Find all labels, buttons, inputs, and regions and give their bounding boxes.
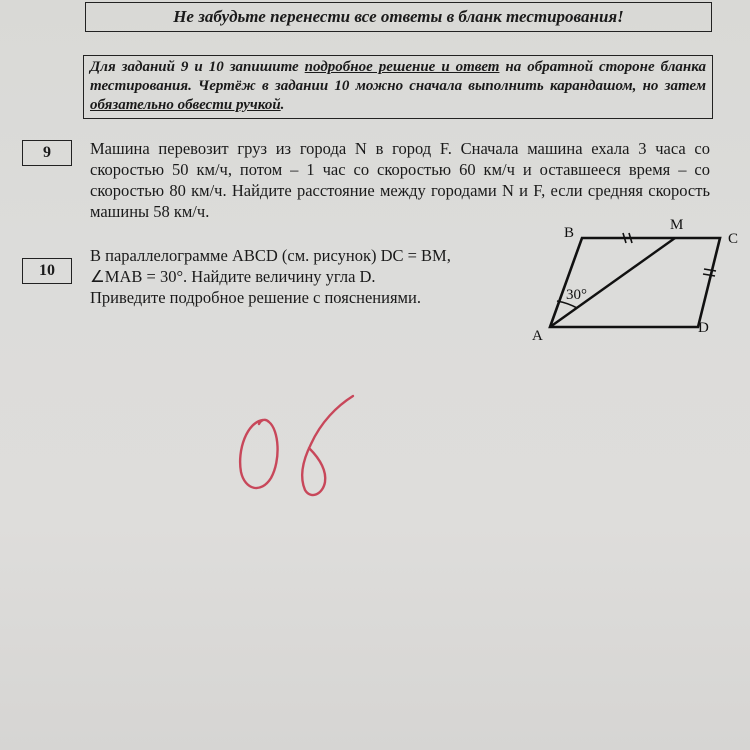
task-10-number: 10 (22, 258, 72, 284)
instructions-part-2: на обратной стороне бланка тестирования. Чертёж в задании 10 можно сначала выполнить карандашом, но затем (90, 59, 706, 94)
task-10-text (90, 245, 530, 308)
reminder-text: Не забудьте перенести все ответы в бланк тестирования! (173, 7, 624, 26)
grade-digit-zero (240, 420, 277, 488)
handwritten-grade (225, 390, 365, 510)
instructions-underline-1: подробное решение и ответ (304, 59, 500, 75)
task-10-line-1: В параллелограмме ABCD (см. рисунок) DC = BM, (90, 246, 451, 265)
parallelogram-figure (520, 215, 745, 350)
angle-label: 30° (566, 287, 587, 303)
instructions-part-3: . (280, 97, 285, 113)
tick-dc-2 (703, 274, 715, 276)
vertex-a-label: A (532, 328, 543, 344)
instructions-part-1: Для заданий 9 и 10 запишите (90, 59, 305, 75)
task-10-line-2: ∠MAB = 30°. Найдите величину угла D. (90, 267, 376, 286)
vertex-b-label: B (564, 225, 575, 241)
task-9-number: 9 (22, 140, 72, 166)
parallelogram-abcd (550, 238, 720, 327)
point-m-label: M (670, 217, 684, 233)
instructions-box (83, 55, 713, 119)
task-9-text: Машина перевозит груз из города N в город F. Сначала машина ехала 3 часа со скоростью 50 км/ч, потом – 1 час со скоростью 60 км/ч и оставшееся время – со скоростью 80 км/ч. Найдите расстояние между городами N и F, если средняя скорость машины 58 км/ч. (90, 139, 710, 221)
task-10-line-3: Приведите подробное решение с пояснениями. (90, 288, 421, 307)
reminder-banner (85, 2, 712, 32)
tick-dc-1 (704, 269, 716, 271)
grade-digit-eight (302, 396, 353, 495)
segment-am (550, 238, 675, 327)
vertex-c-label: C (728, 231, 739, 247)
instructions-underline-2: обязательно обвести ручкой (90, 97, 281, 113)
vertex-d-label: D (698, 320, 709, 336)
